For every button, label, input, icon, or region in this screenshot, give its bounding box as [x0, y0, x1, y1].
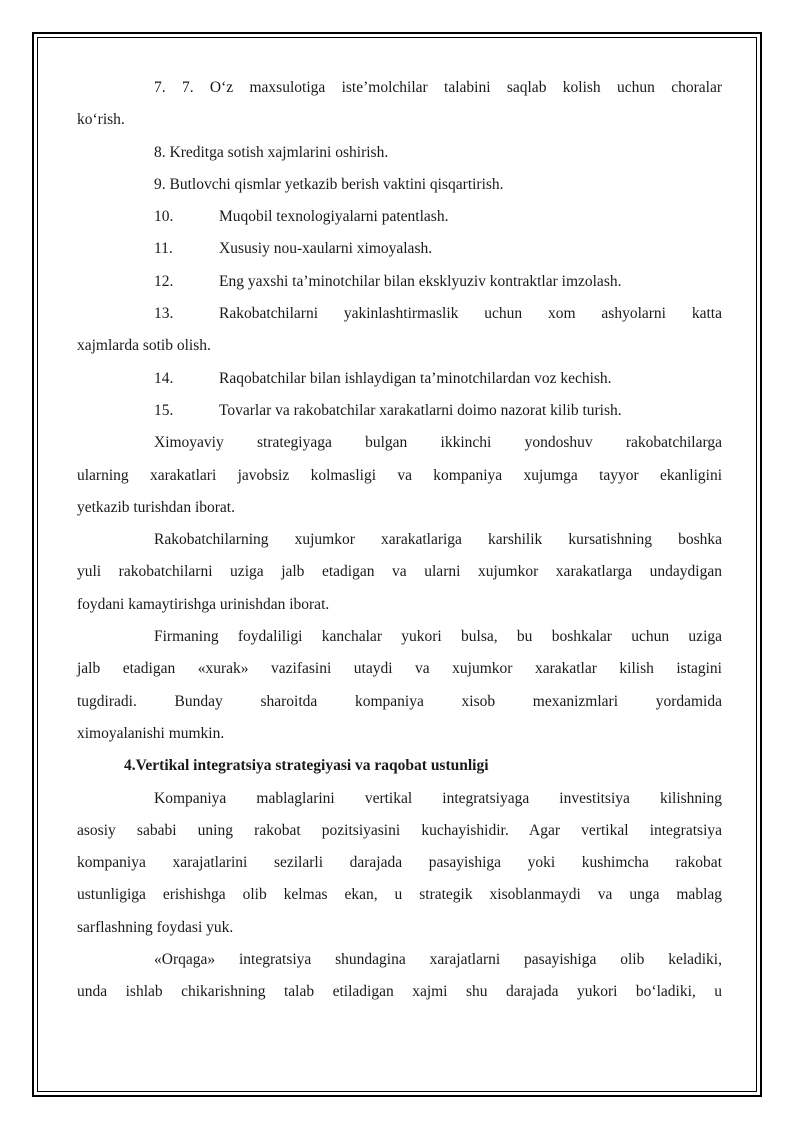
list-number: 13. — [154, 305, 174, 323]
paragraph-line: asosiy sababi uning rakobat pozitsiyasini kuchayishidir. Agar vertikal integratsiya — [77, 821, 722, 839]
paragraph-line: Firmaning foydaliligi kanchalar yukori bulsa, bu boshkalar uchun uziga — [154, 628, 722, 646]
list-number: 10. — [154, 208, 174, 226]
paragraph — [77, 524, 722, 621]
paragraph-line: yuli rakobatchilarni uziga jalb etadigan va ularni xujumkor xarakatlarga undaydigan — [77, 563, 722, 581]
list-text: Tovarlar va rakobatchilar xarakatlarni doimo nazorat kilib turish. — [219, 401, 622, 419]
list-item — [77, 266, 722, 298]
list-item: 9. Butlovchi qismlar yetkazib berish vaktini qisqartirish. — [154, 175, 504, 193]
paragraph-line: Rakobatchilarning xujumkor xarakatlariga karshilik kursatishning boshka — [154, 531, 722, 549]
list-text: Rakobatchilarni yakinlashtirmaslik uchun xom ashyolarni katta — [219, 305, 722, 323]
paragraph-line: kompaniya xarajatlarini sezilarli darajada pasayishiga yoki kushimcha rakobat — [77, 854, 722, 872]
paragraph-line: sarflashning foydasi yuk. — [77, 918, 234, 936]
list-number: 14. — [154, 369, 174, 387]
document-body — [77, 72, 722, 1009]
paragraph — [77, 944, 722, 1009]
list-item — [77, 363, 722, 395]
list-item — [77, 72, 722, 137]
list-number: 12. — [154, 272, 174, 290]
list-text: Eng yaxshi ta’minotchilar bilan eksklyuziv kontraktlar imzolash. — [219, 272, 622, 290]
list-number: 11. — [154, 240, 173, 258]
list-item-line: ko‘rish. — [77, 111, 125, 129]
paragraph-line: jalb etadigan «xurak» vazifasini utaydi va xujumkor xarakatlar kilish istagini — [77, 660, 722, 678]
paragraph-line: yetkazib turishdan iborat. — [77, 498, 235, 516]
paragraph-line: ximoyalanishi mumkin. — [77, 724, 225, 742]
list-item — [77, 395, 722, 427]
list-item-line: xajmlarda sotib olish. — [77, 337, 211, 355]
list-item — [77, 233, 722, 265]
list-item-line: 7. 7. O‘z maxsulotiga iste’molchilar talabini saqlab kolish uchun choralar — [154, 79, 722, 96]
paragraph-line: Ximoyaviy strategiyaga bulgan ikkinchi yondoshuv rakobatchilarga — [154, 434, 722, 452]
list-text: Xususiy nou-xaularni ximoyalash. — [219, 240, 433, 258]
paragraph — [77, 427, 722, 524]
paragraph-line: unda ishlab chikarishning talab etiladigan xajmi shu darajada yukori bo‘ladiki, u — [77, 983, 722, 1001]
paragraph-line: foydani kamaytirishga urinishdan iborat. — [77, 595, 330, 613]
list-number: 15. — [154, 401, 174, 419]
list-item — [77, 298, 722, 363]
list-text: Raqobatchilar bilan ishlaydigan ta’minotchilardan voz kechish. — [219, 369, 612, 387]
list-item — [77, 201, 722, 233]
paragraph-line: «Orqaga» integratsiya shundagina xarajatlarni pasayishiga olib keladiki, — [154, 951, 722, 969]
paragraph — [77, 621, 722, 750]
list-item: 8. Kreditga sotish xajmlarini oshirish. — [154, 143, 389, 161]
paragraph-line: tugdiradi. Bunday sharoitda kompaniya xisob mexanizmlari yordamida — [77, 692, 722, 710]
paragraph-line: Kompaniya mablaglarini vertikal integratsiyaga investitsiya kilishning — [154, 789, 722, 807]
paragraph-line: ularning xarakatlari javobsiz kolmasligi va kompaniya xujumga tayyor ekanligini — [77, 466, 722, 484]
list-text: Muqobil texnologiyalarni patentlash. — [219, 208, 449, 226]
paragraph — [77, 783, 722, 944]
paragraph-line: ustunligiga erishishga olib kelmas ekan, u strategik xisoblanmaydi va unga mablag — [77, 886, 722, 904]
section-heading: 4.Vertikal integratsiya strategiyasi va raqobat ustunligi — [124, 757, 489, 775]
